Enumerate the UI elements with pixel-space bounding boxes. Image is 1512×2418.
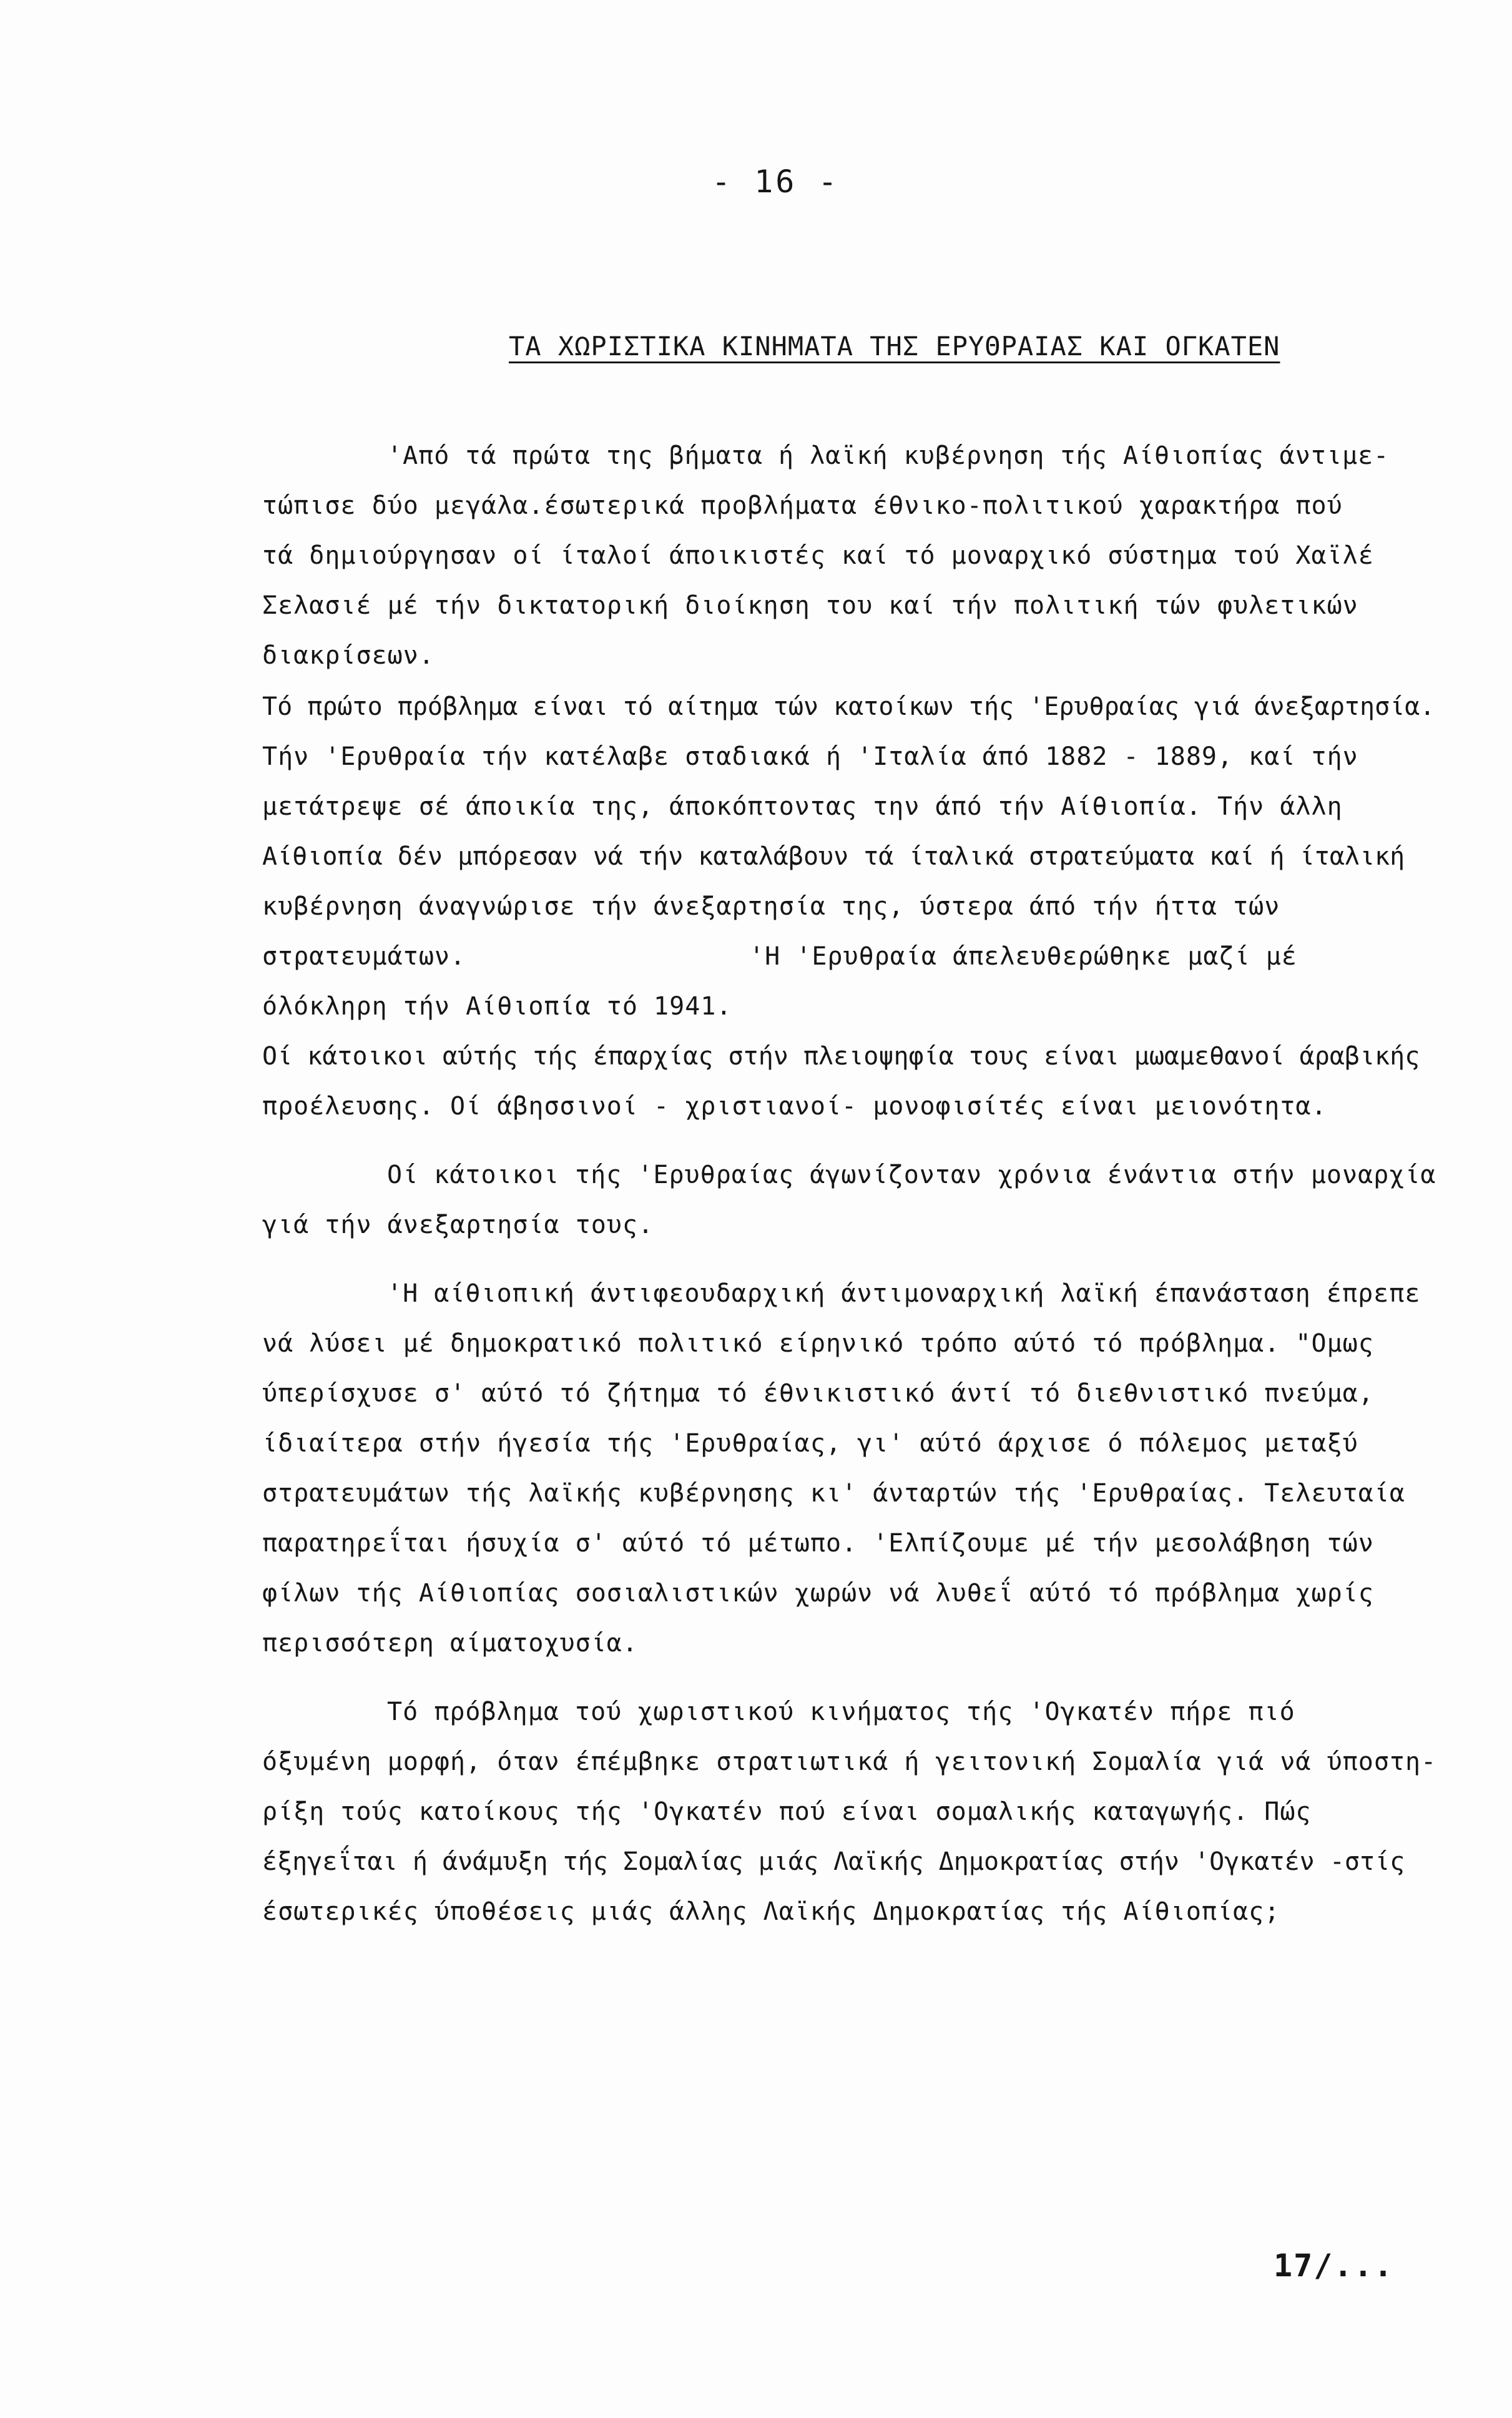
text-line: έξηγεΐται ή άνάμυξη τής Σομαλίας μιάς Λαϊκής Δημοκρατίας στήν 'Ογκατέν -στίς — [262, 1847, 1405, 1876]
text-line: Σελασιέ μέ τήν δικτατορική διοίκηση του καί τήν πολιτική τών φυλετικών — [262, 591, 1358, 620]
text-line: ρίξη τούς κατοίκους τής 'Ογκατέν πού είναι σομαλικής καταγωγής. Πώς — [262, 1797, 1312, 1826]
text-line: παρατηρεΐται ήσυχία σ' αύτό τό μέτωπο. 'Ελπίζουμε μέ τήν μεσολάβηση τών — [262, 1529, 1374, 1558]
text-line: 'Από τά πρώτα της βήματα ή λαϊκή κυβέρνηση τής Αίθιοπίας άντιμε- — [387, 441, 1390, 470]
text-line: διακρίσεων. — [262, 641, 434, 670]
text-line: Τό πρώτο πρόβλημα είναι τό αίτημα τών κατοίκων τής 'Ερυθραίας γιά άνεξαρτησία. — [262, 692, 1435, 721]
text-line: όξυμένη μορφή, όταν έπέμβηκε στρατιωτικά ή γειτονική Σομαλία γιά νά ύποστη- — [262, 1747, 1437, 1776]
text-line: προέλευσης. Οί άβησσινοί - χριστιανοί- μονοφισίτές είναι μειονότητα. — [262, 1092, 1327, 1121]
section-title: ΤΑ ΧΩΡΙΣΤΙΚΑ ΚΙΝΗΜΑΤΑ ΤΗΣ ΕΡΥΘΡΑΙΑΣ ΚΑΙ ΟΓΚΑΤΕΝ — [509, 331, 1280, 361]
text-line: όλόκληρη τήν Αίθιοπία τό 1941. — [262, 992, 732, 1021]
text-line: Οί κάτοικοι τής 'Ερυθραίας άγωνίζονταν χρόνια ένάντια στήν μοναρχία — [387, 1161, 1436, 1189]
text-line: έσωτερικές ύποθέσεις μιάς άλλης Λαϊκής Δημοκρατίας τής Αίθιοπίας; — [262, 1897, 1280, 1926]
text-line: νά λύσει μέ δημοκρατικό πολιτικό είρηνικό τρόπο αύτό τό πρόβλημα. "Ομως — [262, 1329, 1374, 1358]
text-line: ύπερίσχυσε σ' αύτό τό ζήτημα τό έθνικιστικό άντί τό διεθνιστικό πνεύμα, — [262, 1379, 1374, 1408]
text-line: 'Η αίθιοπική άντιφεουδαρχική άντιμοναρχική λαϊκή έπανάσταση έπρεπε — [387, 1279, 1421, 1308]
text-line: περισσότερη αίματοχυσία. — [262, 1629, 638, 1658]
text-line: γιά τήν άνεξαρτησία τους. — [262, 1211, 654, 1239]
text-line: Οί κάτοικοι αύτής τής έπαρχίας στήν πλειοψηφία τους είναι μωαμεθανοί άραβικής — [262, 1042, 1420, 1071]
text-line: κυβέρνηση άναγνώρισε τήν άνεξαρτησία της, ύστερα άπό τήν ήττα τών — [262, 892, 1280, 921]
text-line: τώπισε δύο μεγάλα.έσωτερικά προβλήματα έθνικο-πολιτικού χαρακτήρα πού — [262, 491, 1343, 520]
text-line: Αίθιοπία δέν μπόρεσαν νά τήν καταλάβουν τά ίταλικά στρατεύματα καί ή ίταλική — [262, 842, 1405, 871]
text-line: στρατευμάτων τής λαϊκής κυβέρνησης κι' άνταρτών τής 'Ερυθραίας. Τελευταία — [262, 1479, 1405, 1508]
text-line: φίλων τής Αίθιοπίας σοσιαλιστικών χωρών νά λυθεΐ αύτό τό πρόβλημα χωρίς — [262, 1579, 1374, 1608]
text-line: Τό πρόβλημα τού χωριστικού κινήματος τής 'Ογκατέν πήρε πιό — [387, 1698, 1295, 1726]
text-line: 'Η 'Ερυθραία άπελευθερώθηκε μαζί μέ — [749, 942, 1297, 971]
text-line: μετάτρεψε σέ άποικία της, άποκόπτοντας την άπό τήν Αίθιοπία. Τήν άλλη — [262, 792, 1343, 821]
text-line: στρατευμάτων. — [262, 942, 466, 971]
text-line: τά δημιούργησαν οί ίταλοί άποικιστές καί τό μοναρχικό σύστημα τού Χαϊλέ — [262, 541, 1374, 570]
text-line: Τήν 'Ερυθραία τήν κατέλαβε σταδιακά ή 'Ιταλία άπό 1882 - 1889, καί τήν — [262, 742, 1358, 771]
page-number: - 16 - — [712, 164, 840, 200]
next-page-reference: 17/... — [1274, 2248, 1394, 2284]
text-line: ίδιαίτερα στήν ήγεσία τής 'Ερυθραίας, γι' αύτό άρχισε ό πόλεμος μεταξύ — [262, 1429, 1358, 1458]
